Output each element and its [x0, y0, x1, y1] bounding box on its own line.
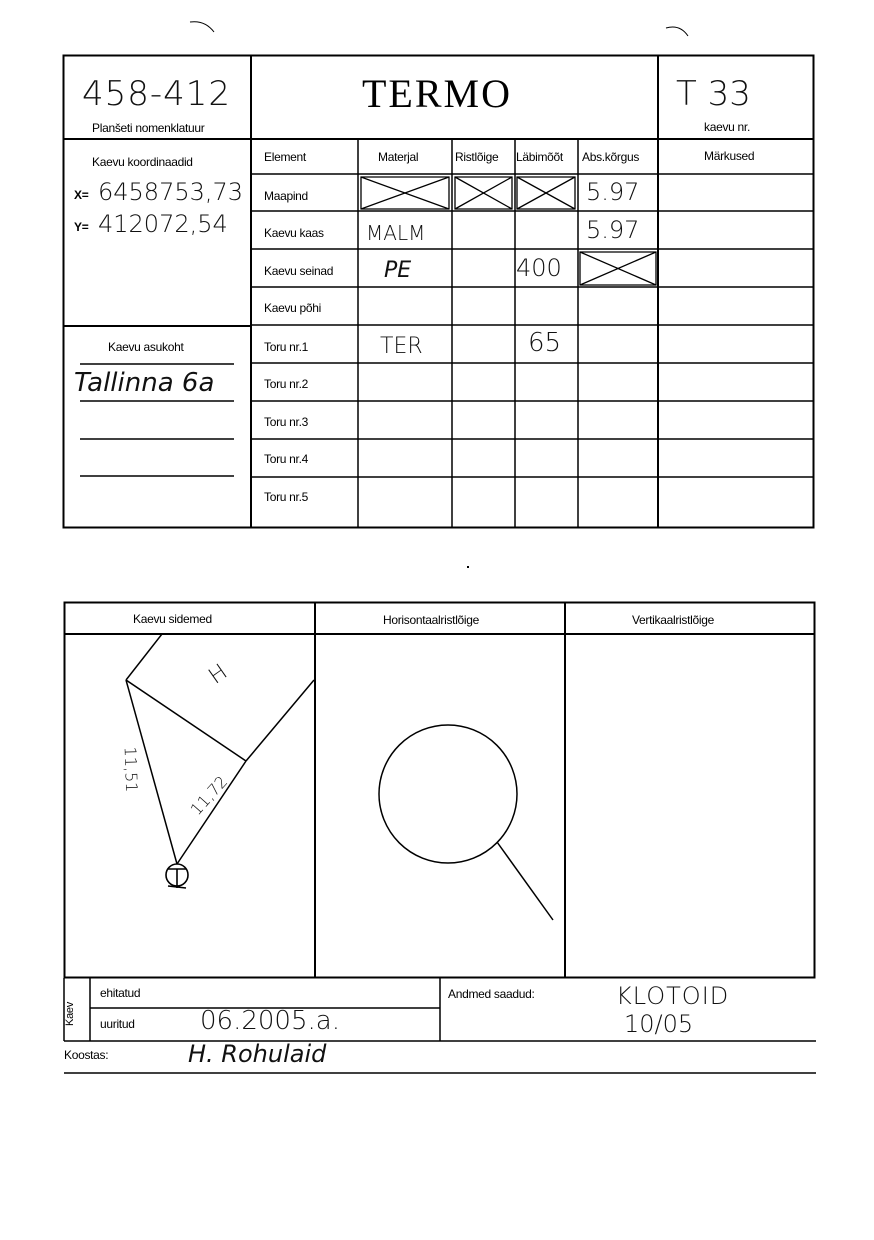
sheet-number: 458-412: [82, 74, 232, 114]
well-number: T 33: [676, 74, 751, 114]
y-prefix: Y=: [74, 220, 89, 234]
material-lid: MALM: [366, 221, 426, 245]
row-label: Toru nr.4: [264, 452, 308, 466]
row-label: Toru nr.3: [264, 415, 308, 429]
compiled-label: Koostas:: [64, 1048, 109, 1062]
well-side-label: Kaev: [63, 1002, 76, 1026]
surveyed-label: uuritud: [100, 1017, 135, 1031]
distance-1: 11,51: [120, 746, 142, 793]
row-label: Toru nr.2: [264, 377, 308, 391]
x-value: 6458753,73: [98, 178, 244, 206]
header-material: Materjal: [378, 150, 419, 164]
scan-dot: [467, 566, 469, 568]
row-label: Kaevu põhi: [264, 301, 322, 315]
location-value: Tallinna 6a: [74, 368, 215, 398]
header-abs-height: Abs.kõrgus: [582, 150, 640, 164]
material-pipe-1: TER: [380, 334, 423, 359]
header-cross-section: Ristlõige: [455, 150, 499, 164]
house-mark: H: [204, 659, 233, 690]
page-title: TERMO: [362, 71, 512, 116]
row-label: Kaevu kaas: [264, 226, 324, 240]
data-received-label: Andmed saadud:: [448, 987, 535, 1001]
sketch-col-horizontal: Horisontaalristlõige: [383, 613, 480, 627]
x-prefix: X=: [74, 188, 89, 202]
sketch-col-vertical: Vertikaalristlõige: [632, 613, 714, 627]
material-walls: PE: [384, 258, 412, 283]
surveyed-value: 06.2005.a.: [200, 1006, 340, 1036]
header-element: Element: [264, 150, 306, 164]
sketch-col-connections: Kaevu sidemed: [133, 612, 212, 626]
distance-2: 11,72: [186, 772, 232, 819]
sheet-label: Planšeti nomenklatuur: [92, 121, 205, 135]
location-label: Kaevu asukoht: [108, 340, 184, 354]
well-marker-icon: [166, 864, 188, 888]
coordinates-label: Kaevu koordinaadid: [92, 155, 193, 169]
compiled-value: H. Rohulaid: [188, 1040, 327, 1068]
row-label: Kaevu seinad: [264, 264, 334, 278]
data-received-value: KLOTOID: [616, 982, 730, 1010]
header-notes: Märkused: [704, 149, 755, 163]
row-label: Toru nr.5: [264, 490, 308, 504]
built-label: ehitatud: [100, 986, 141, 1000]
abs-height-ground: 5.97: [586, 178, 640, 206]
header-diameter: Läbimõõt: [516, 150, 563, 164]
data-received-date: 10/05: [624, 1010, 694, 1038]
abs-height-lid: 5.97: [586, 216, 640, 244]
y-value: 412072,54: [98, 210, 228, 238]
diameter-pipe-1: 65: [528, 328, 562, 358]
horizontal-section-drawing: [315, 634, 565, 977]
well-number-label: kaevu nr.: [704, 120, 750, 134]
row-label: Toru nr.1: [264, 340, 308, 354]
row-label: Maapind: [264, 189, 308, 203]
diameter-walls: 400: [516, 254, 562, 282]
